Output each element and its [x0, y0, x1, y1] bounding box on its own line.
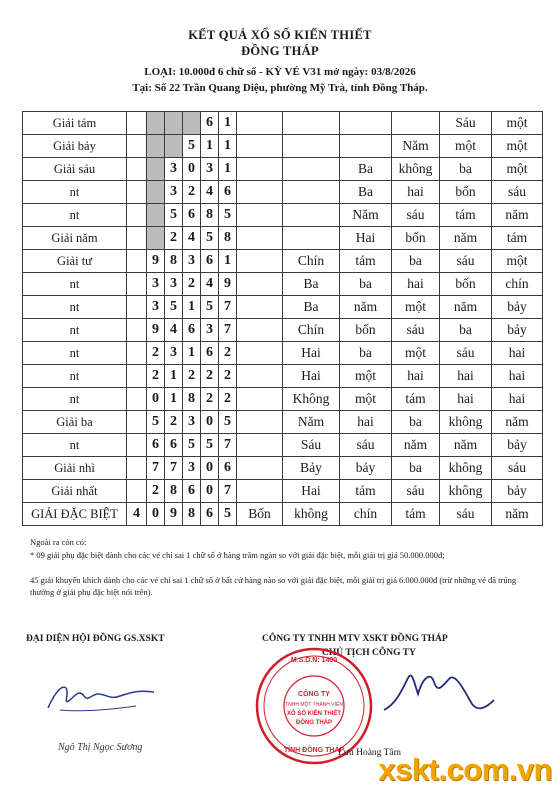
word-cell: Ba	[340, 158, 392, 181]
digit-cell: 6	[201, 503, 219, 526]
word-cell: một	[492, 112, 543, 135]
word-cell: bốn	[392, 227, 440, 250]
prize-label: Giải nhất	[23, 480, 127, 503]
digit-cell: 0	[201, 411, 219, 434]
empty-digit-cell	[147, 204, 165, 227]
empty-digit-cell	[147, 112, 165, 135]
digit-cell: 1	[219, 250, 237, 273]
digit-cell: 2	[219, 342, 237, 365]
digit-cell: 5	[219, 411, 237, 434]
digit-cell: 8	[201, 204, 219, 227]
word-cell: Hai	[283, 365, 340, 388]
digit-cell: 0	[147, 388, 165, 411]
word-cell: Ba	[340, 181, 392, 204]
word-cell: không	[283, 503, 340, 526]
digit-cell: 9	[147, 250, 165, 273]
digit-cell: 7	[219, 434, 237, 457]
digit-cell: 3	[147, 296, 165, 319]
prize-label: nt	[23, 296, 127, 319]
empty-digit-cell	[127, 273, 147, 296]
svg-text:CÔNG TY: CÔNG TY	[298, 691, 330, 698]
digit-cell: 6	[183, 319, 201, 342]
word-cell: sáu	[440, 250, 492, 273]
digit-cell: 4	[201, 273, 219, 296]
result-row	[23, 319, 543, 342]
digit-cell: 4	[127, 503, 147, 526]
word-cell: một	[492, 135, 543, 158]
word-cell: Chín	[283, 319, 340, 342]
company-title: CÔNG TY TNHH MTV XSKT ĐỒNG THÁP	[262, 634, 448, 644]
word-cell: sáu	[392, 480, 440, 503]
word-cell: sáu	[440, 503, 492, 526]
prize-label: nt	[23, 365, 127, 388]
svg-text:TNHH MỘT THÀNH VIÊN: TNHH MỘT THÀNH VIÊN	[285, 702, 343, 708]
digit-cell: 1	[219, 112, 237, 135]
notes-intro: Ngoài ra còn có:	[30, 537, 87, 547]
word-cell: sáu	[392, 204, 440, 227]
digit-cell: 8	[219, 227, 237, 250]
digit-cell: 2	[201, 365, 219, 388]
word-cell: hai	[392, 181, 440, 204]
address-line: Tại: Số 22 Trần Quang Diệu, phường Mỹ Trà, tỉnh Đồng Tháp.	[132, 82, 428, 94]
word-cell: chín	[492, 273, 543, 296]
word-cell: Bảy	[283, 457, 340, 480]
word-cell: một	[440, 135, 492, 158]
empty-word-cell	[237, 181, 283, 204]
word-cell: sáu	[492, 457, 543, 480]
word-cell: hai	[440, 388, 492, 411]
result-row	[23, 503, 543, 526]
word-cell: năm	[492, 503, 543, 526]
word-cell: hai	[392, 365, 440, 388]
digit-cell: 7	[219, 319, 237, 342]
word-cell: Sáu	[440, 112, 492, 135]
notes-special-prizes: * 09 giải phụ đặc biệt dành cho các vé chỉ sai 1 chữ số ở hàng trăm ngàn so với giải đặc biệt, mỗi giải trị giá 50.000.000đ;	[30, 550, 445, 560]
digit-cell: 6	[183, 204, 201, 227]
word-cell: một	[392, 342, 440, 365]
word-cell: sáu	[340, 434, 392, 457]
word-cell: Bốn	[237, 503, 283, 526]
digit-cell: 5	[219, 204, 237, 227]
prize-label: Giải tư	[23, 250, 127, 273]
word-cell: không	[440, 411, 492, 434]
digit-cell: 7	[219, 480, 237, 503]
digit-cell: 7	[165, 457, 183, 480]
word-cell: hai	[492, 388, 543, 411]
digit-cell: 3	[165, 181, 183, 204]
word-cell: năm	[492, 204, 543, 227]
digit-cell: 0	[147, 503, 165, 526]
prize-label: GIẢI ĐẶC BIỆT	[23, 503, 127, 526]
digit-cell: 6	[147, 434, 165, 457]
digit-cell: 5	[201, 227, 219, 250]
word-cell: hai	[440, 365, 492, 388]
digit-cell: 3	[147, 273, 165, 296]
empty-word-cell	[340, 135, 392, 158]
word-cell: tám	[392, 388, 440, 411]
digit-cell: 9	[165, 503, 183, 526]
result-row	[23, 457, 543, 480]
digit-cell: 0	[183, 158, 201, 181]
province-title: ĐỒNG THÁP	[241, 44, 319, 58]
empty-word-cell	[237, 319, 283, 342]
document-title: KẾT QUẢ XỔ SỐ KIẾN THIẾT	[188, 28, 372, 42]
word-cell: ba	[340, 342, 392, 365]
digit-cell: 3	[183, 457, 201, 480]
digit-cell: 2	[165, 411, 183, 434]
watermark-logo: xskt.com.vn	[378, 752, 552, 787]
word-cell: hai	[492, 365, 543, 388]
prize-label: nt	[23, 204, 127, 227]
digit-cell: 4	[165, 319, 183, 342]
empty-digit-cell	[165, 135, 183, 158]
word-cell: hai	[492, 342, 543, 365]
word-cell: bốn	[440, 273, 492, 296]
digit-cell: 6	[165, 434, 183, 457]
word-cell: năm	[392, 434, 440, 457]
prize-label: nt	[23, 434, 127, 457]
notes-consolation-prizes: 45 giải khuyến khích dành cho các vé chỉ sai 1 chữ số ở bất cứ hàng nào so với giải đặc biệt, mỗi giải trị giá 6.000.000đ (trừ những vé đã trúng thưởng ở giải phụ đặc biệt nói trên).	[30, 575, 517, 597]
empty-word-cell	[237, 411, 283, 434]
word-cell: Ba	[283, 273, 340, 296]
prize-label: nt	[23, 181, 127, 204]
empty-word-cell	[237, 273, 283, 296]
empty-word-cell	[283, 204, 340, 227]
empty-word-cell	[237, 365, 283, 388]
empty-digit-cell	[127, 158, 147, 181]
digit-cell: 2	[219, 365, 237, 388]
empty-digit-cell	[165, 112, 183, 135]
digit-cell: 3	[183, 411, 201, 434]
digit-cell: 3	[165, 273, 183, 296]
empty-word-cell	[340, 112, 392, 135]
word-cell: Hai	[340, 227, 392, 250]
digit-cell: 2	[219, 388, 237, 411]
empty-digit-cell	[127, 112, 147, 135]
word-cell: ba	[440, 319, 492, 342]
empty-word-cell	[283, 227, 340, 250]
digit-cell: 5	[219, 503, 237, 526]
digit-cell: 0	[201, 457, 219, 480]
digit-cell: 2	[183, 365, 201, 388]
result-row	[23, 434, 543, 457]
digit-cell: 2	[201, 388, 219, 411]
empty-digit-cell	[127, 250, 147, 273]
word-cell: chín	[340, 503, 392, 526]
word-cell: Chín	[283, 250, 340, 273]
word-cell: một	[340, 388, 392, 411]
handwritten-signature-left	[40, 670, 170, 720]
word-cell: sáu	[440, 342, 492, 365]
digit-cell: 6	[183, 480, 201, 503]
empty-word-cell	[237, 135, 283, 158]
word-cell: ba	[340, 273, 392, 296]
digit-cell: 2	[183, 273, 201, 296]
word-cell: Hai	[283, 480, 340, 503]
word-cell: bốn	[440, 181, 492, 204]
digit-cell: 2	[183, 181, 201, 204]
empty-word-cell	[283, 135, 340, 158]
digit-cell: 5	[165, 296, 183, 319]
empty-word-cell	[237, 296, 283, 319]
word-cell: bảy	[492, 319, 543, 342]
word-cell: hai	[340, 411, 392, 434]
empty-digit-cell	[147, 227, 165, 250]
empty-digit-cell	[183, 112, 201, 135]
empty-digit-cell	[127, 434, 147, 457]
word-cell: tám	[340, 250, 392, 273]
digit-cell: 8	[183, 503, 201, 526]
digit-cell: 2	[165, 227, 183, 250]
digit-cell: 2	[147, 480, 165, 503]
council-representative-title: ĐẠI DIỆN HỘI ĐỒNG GS.XSKT	[26, 634, 165, 644]
result-row	[23, 158, 543, 181]
empty-word-cell	[283, 181, 340, 204]
result-row	[23, 342, 543, 365]
empty-word-cell	[237, 158, 283, 181]
digit-cell: 5	[201, 434, 219, 457]
result-row	[23, 181, 543, 204]
digit-cell: 5	[147, 411, 165, 434]
digit-cell: 6	[201, 250, 219, 273]
digit-cell: 6	[219, 181, 237, 204]
empty-digit-cell	[127, 480, 147, 503]
word-cell: hai	[392, 273, 440, 296]
word-cell: bảy	[340, 457, 392, 480]
word-cell: năm	[440, 227, 492, 250]
digit-cell: 3	[165, 158, 183, 181]
word-cell: tám	[440, 204, 492, 227]
digit-cell: 7	[147, 457, 165, 480]
word-cell: sáu	[492, 181, 543, 204]
word-cell: Năm	[283, 411, 340, 434]
word-cell: không	[440, 457, 492, 480]
result-row	[23, 227, 543, 250]
empty-digit-cell	[127, 365, 147, 388]
svg-text:XỔ SỐ KIẾN THIẾT: XỔ SỐ KIẾN THIẾT	[286, 711, 342, 717]
digit-cell: 4	[183, 227, 201, 250]
digit-cell: 3	[201, 158, 219, 181]
result-row	[23, 135, 543, 158]
result-row	[23, 250, 543, 273]
chairman-title: CHỦ TỊCH CÔNG TY	[322, 648, 416, 658]
empty-word-cell	[237, 112, 283, 135]
digit-cell: 1	[183, 296, 201, 319]
digit-cell: 1	[219, 158, 237, 181]
word-cell: bảy	[492, 434, 543, 457]
ticket-info-line: LOẠI: 10.000đ 6 chữ số - KỲ VÉ V31 mở ngày: 03/8/2026	[144, 66, 416, 78]
digit-cell: 3	[165, 342, 183, 365]
digit-cell: 3	[183, 250, 201, 273]
prize-label: Giải sáu	[23, 158, 127, 181]
empty-word-cell	[237, 434, 283, 457]
result-row	[23, 411, 543, 434]
digit-cell: 8	[165, 250, 183, 273]
empty-word-cell	[283, 112, 340, 135]
right-signer-name: Lưu Hoàng Tâm	[338, 748, 402, 758]
word-cell: Năm	[392, 135, 440, 158]
prize-label: nt	[23, 319, 127, 342]
word-cell: ba	[440, 158, 492, 181]
digit-cell: 3	[201, 319, 219, 342]
prize-label: Giải nhì	[23, 457, 127, 480]
word-cell: không	[392, 158, 440, 181]
empty-digit-cell	[127, 135, 147, 158]
word-cell: bảy	[492, 480, 543, 503]
digit-cell: 6	[219, 457, 237, 480]
prize-label: Giải ba	[23, 411, 127, 434]
word-cell: không	[440, 480, 492, 503]
empty-word-cell	[237, 204, 283, 227]
svg-text:ĐỒNG THÁP: ĐỒNG THÁP	[296, 720, 332, 726]
result-row	[23, 388, 543, 411]
empty-digit-cell	[127, 296, 147, 319]
digit-cell: 4	[201, 181, 219, 204]
digit-cell: 1	[165, 388, 183, 411]
result-row	[23, 296, 543, 319]
empty-word-cell	[237, 457, 283, 480]
prize-label: nt	[23, 342, 127, 365]
digit-cell: 5	[183, 135, 201, 158]
digit-cell: 1	[165, 365, 183, 388]
empty-word-cell	[283, 158, 340, 181]
word-cell: tám	[392, 503, 440, 526]
digit-cell: 6	[201, 112, 219, 135]
prize-label: nt	[23, 388, 127, 411]
empty-digit-cell	[147, 135, 165, 158]
empty-word-cell	[237, 250, 283, 273]
result-row	[23, 365, 543, 388]
empty-digit-cell	[127, 319, 147, 342]
word-cell: năm	[440, 434, 492, 457]
empty-word-cell	[237, 227, 283, 250]
digit-cell: 5	[183, 434, 201, 457]
word-cell: Năm	[340, 204, 392, 227]
digit-cell: 8	[183, 388, 201, 411]
word-cell: Ba	[283, 296, 340, 319]
word-cell: ba	[392, 457, 440, 480]
empty-digit-cell	[127, 181, 147, 204]
word-cell: ba	[392, 250, 440, 273]
word-cell: Không	[283, 388, 340, 411]
prize-label: nt	[23, 273, 127, 296]
handwritten-signature-right	[378, 660, 498, 720]
svg-text:TỈNH ĐỒNG THÁP: TỈNH ĐỒNG THÁP	[283, 747, 345, 754]
results-table	[22, 111, 543, 526]
empty-word-cell	[237, 480, 283, 503]
word-cell: một	[492, 250, 543, 273]
word-cell: bảy	[492, 296, 543, 319]
digit-cell: 2	[147, 365, 165, 388]
result-row	[23, 112, 543, 135]
digit-cell: 8	[165, 480, 183, 503]
word-cell: bốn	[340, 319, 392, 342]
digit-cell: 9	[219, 273, 237, 296]
word-cell: năm	[440, 296, 492, 319]
word-cell: ba	[392, 411, 440, 434]
word-cell: tám	[492, 227, 543, 250]
empty-digit-cell	[147, 158, 165, 181]
empty-word-cell	[237, 342, 283, 365]
empty-digit-cell	[127, 204, 147, 227]
empty-digit-cell	[127, 227, 147, 250]
result-row	[23, 273, 543, 296]
digit-cell: 1	[183, 342, 201, 365]
digit-cell: 2	[147, 342, 165, 365]
prize-label: Giải bảy	[23, 135, 127, 158]
digit-cell: 9	[147, 319, 165, 342]
result-row	[23, 204, 543, 227]
empty-word-cell	[392, 112, 440, 135]
empty-digit-cell	[147, 181, 165, 204]
empty-digit-cell	[127, 457, 147, 480]
word-cell: một	[392, 296, 440, 319]
empty-word-cell	[237, 388, 283, 411]
word-cell: một	[492, 158, 543, 181]
word-cell: tám	[340, 480, 392, 503]
word-cell: sáu	[392, 319, 440, 342]
word-cell: năm	[492, 411, 543, 434]
left-signer-name: Ngô Thị Ngọc Sương	[58, 742, 143, 753]
digit-cell: 5	[201, 296, 219, 319]
empty-digit-cell	[127, 342, 147, 365]
word-cell: Sáu	[283, 434, 340, 457]
word-cell: Hai	[283, 342, 340, 365]
digit-cell: 5	[165, 204, 183, 227]
word-cell: một	[340, 365, 392, 388]
digit-cell: 0	[201, 480, 219, 503]
empty-digit-cell	[127, 388, 147, 411]
digit-cell: 6	[201, 342, 219, 365]
digit-cell: 1	[219, 135, 237, 158]
prize-label: Giải năm	[23, 227, 127, 250]
word-cell: năm	[340, 296, 392, 319]
empty-digit-cell	[127, 411, 147, 434]
result-row	[23, 480, 543, 503]
digit-cell: 1	[201, 135, 219, 158]
digit-cell: 7	[219, 296, 237, 319]
svg-text:M.S.D.N: 1400: M.S.D.N: 1400	[290, 657, 338, 664]
prize-label: Giải tám	[23, 112, 127, 135]
